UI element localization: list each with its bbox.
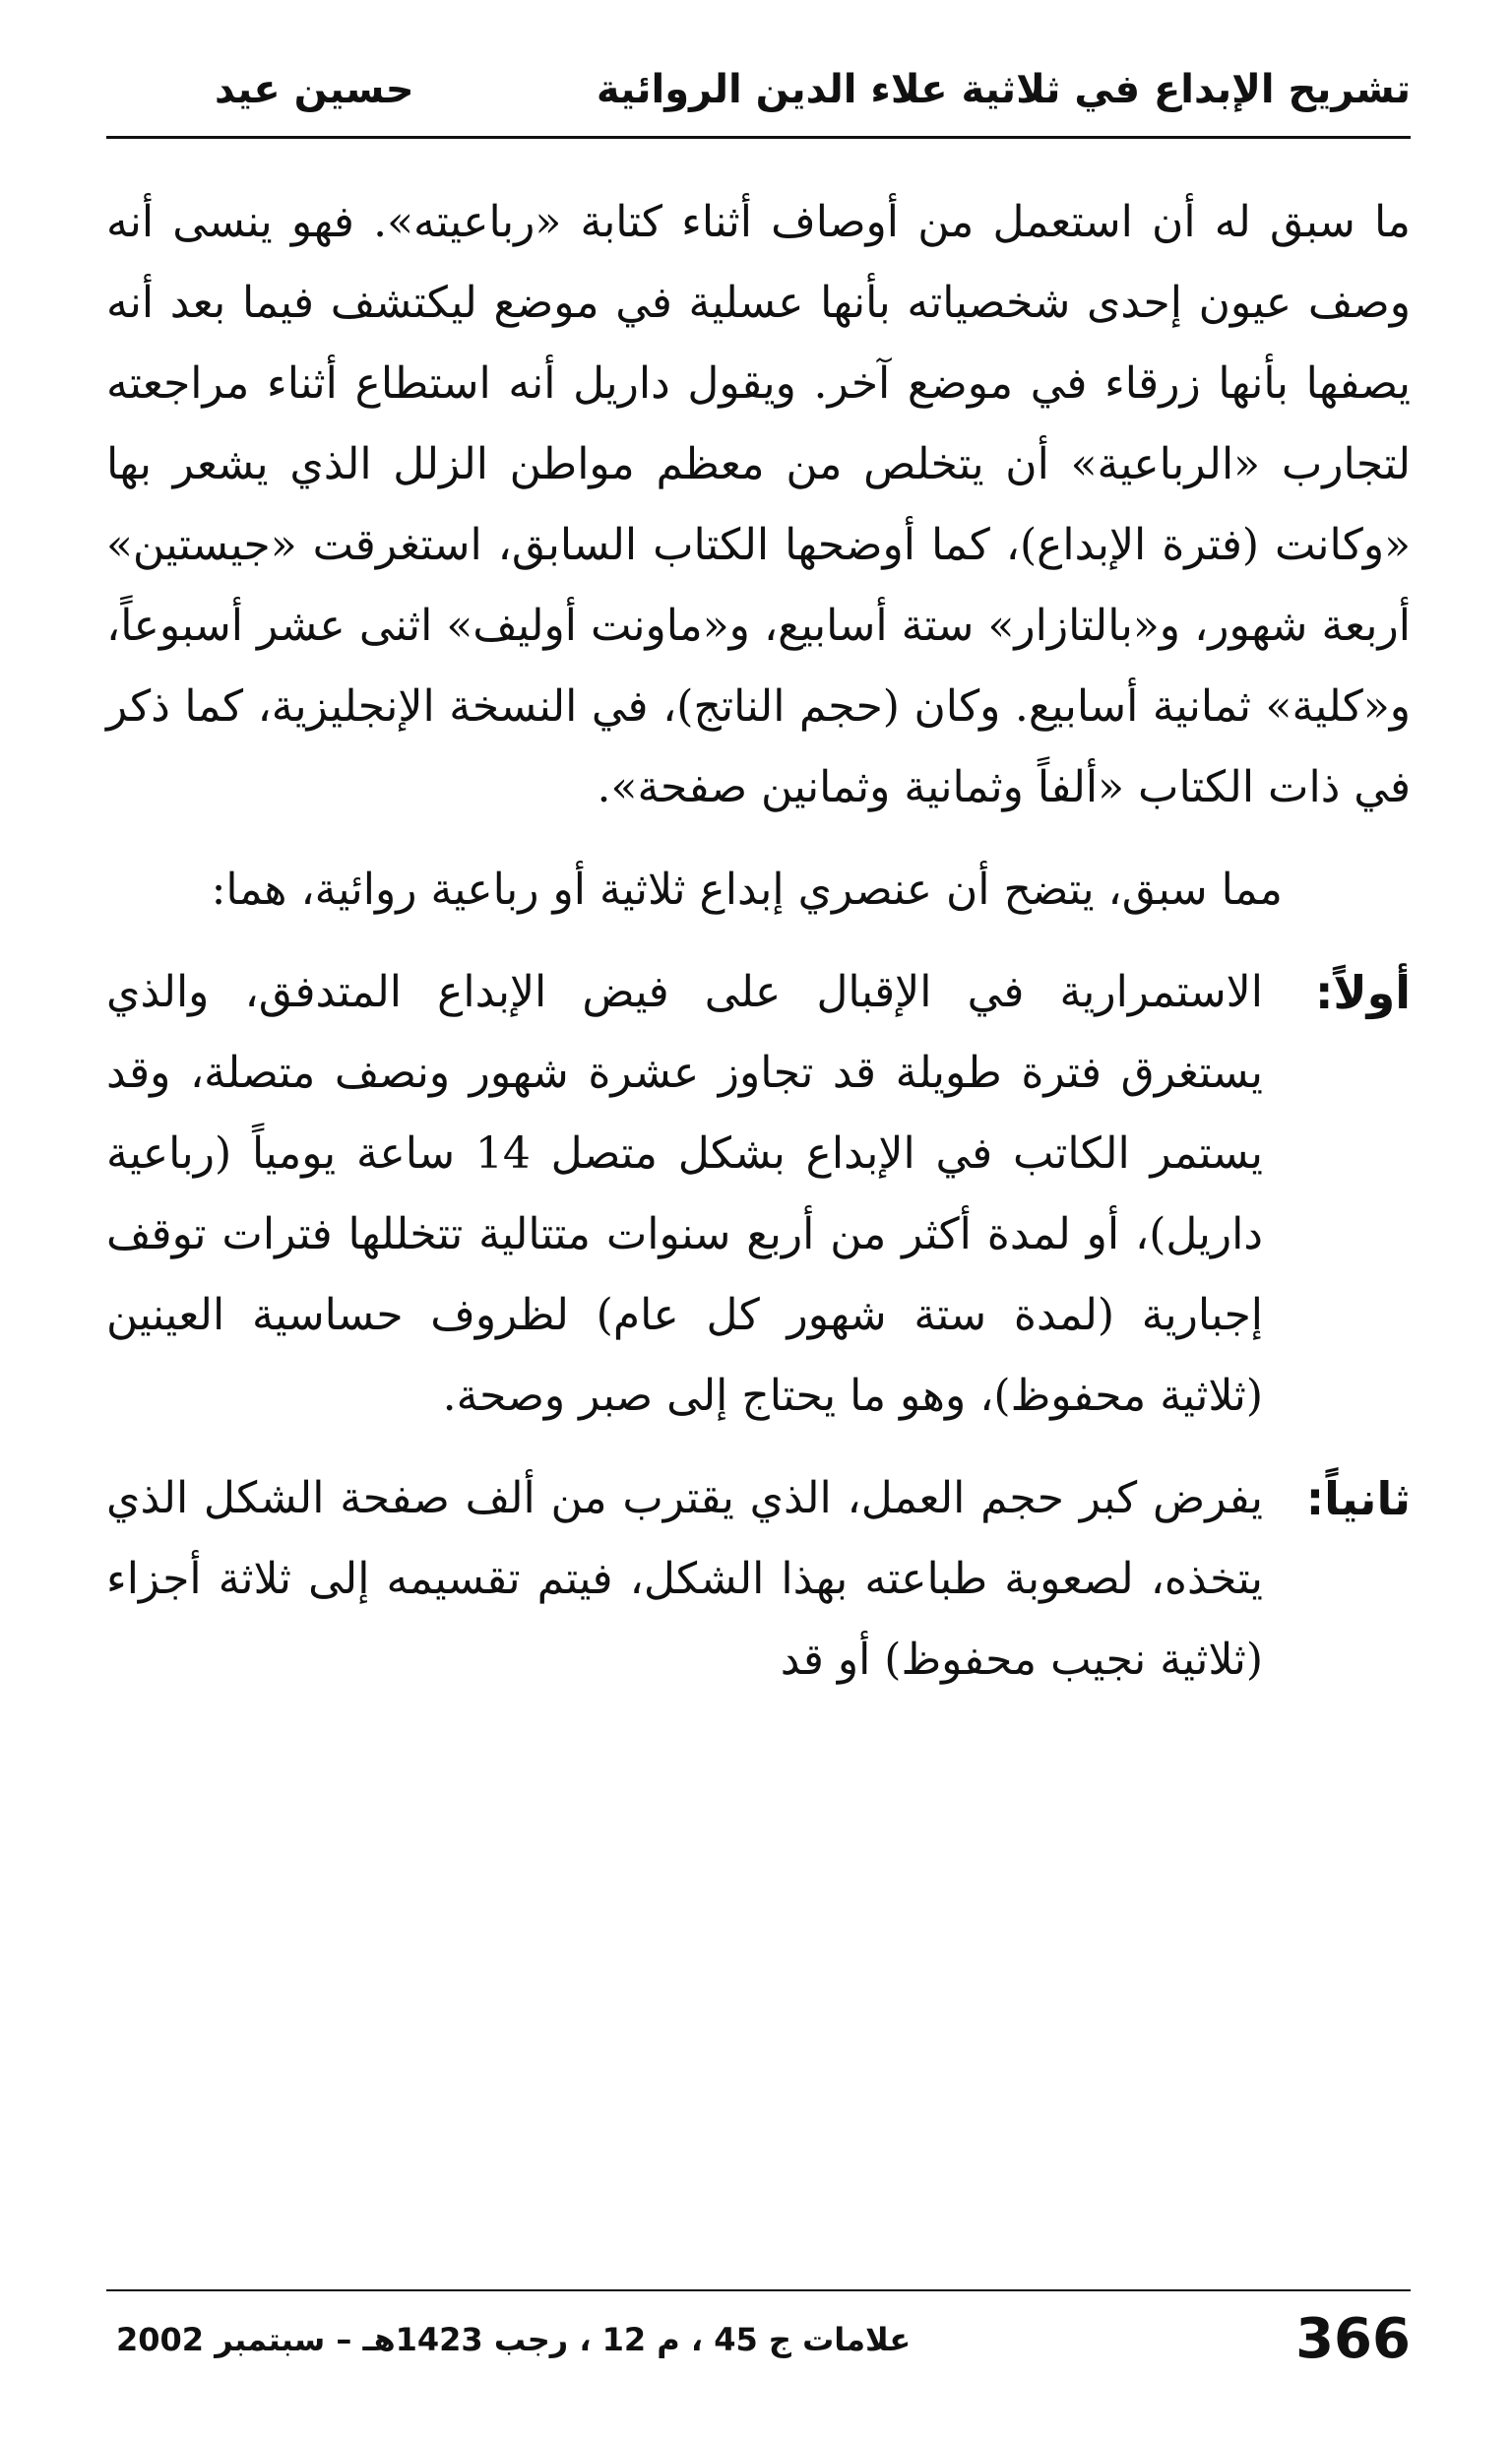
list-item-text: الاستمرارية في الإقبال على فيض الإبداع المتدفق، والذي يستغرق فترة طويلة قد تجاوز عشرة شهور ونصف متصلة، وقد يستمر الكاتب في الإبداع بشكل متصل 14 ساعة يومياً (رباعية داريل)، أو لمدة أكثر من أربع سنوات متتالية تتخللها فترات توقف إجبارية (لمدة ستة شهور كل عام) لظروف حساسية العينين (ثلاثية محفوظ)، وهو ما يحتاج إلى صبر وصحة. (106, 967, 1264, 1421)
book-title: تشريح الإبداع في ثلاثية علاء الدين الروائية (596, 67, 1411, 112)
footer-rule (106, 2289, 1411, 2291)
list-item-marker: ثانياً: (1305, 1472, 1411, 1525)
list-item (106, 952, 1411, 1437)
journal-info: علامات ج 45 ، م 12 ، رجب 1423هـ – سبتمبر 2002 (116, 2321, 912, 2358)
running-header (106, 61, 1411, 130)
page-number: 366 (1295, 2307, 1411, 2371)
running-footer (106, 2299, 1411, 2388)
paragraph: مما سبق، يتضح أن عنصري إبداع ثلاثية أو رباعية روائية، هما: (211, 865, 1283, 915)
body-text (106, 182, 1411, 1701)
list-item-text: يفرض كبر حجم العمل، الذي يقترب من ألف صفحة الشكل الذي يتخذه، لصعوبة طباعته بهذا الشكل، فيتم تقسيمه إلى ثلاثة أجزاء (ثلاثية نجيب محفوظ) أو قد (106, 1473, 1263, 1685)
header-rule (106, 136, 1411, 139)
list-item-marker: أولاً: (1314, 966, 1411, 1019)
author-name: حسين عيد (215, 67, 414, 112)
document-page (106, 0, 1411, 2442)
list-item (106, 1458, 1411, 1701)
paragraph: ما سبق له أن استعمل من أوصاف أثناء كتابة «رباعيته». فهو ينسى أنه وصف عيون إحدى شخصياته بأنها عسلية في موضع ليكتشف فيما بعد أنه يصفها بأنها زرقاء في موضع آخر. ويقول داريل أنه استطاع أثناء مراجعته لتجارب «الرباعية» أن يتخلص من معظم مواطن الزلل الذي يشعر بها «وكانت (فترة الإبداع)، كما أوضحها الكتاب السابق، استغرقت «جيستين» أربعة شهور، و«بالتازار» ستة أسابيع، و«ماونت أوليف» اثنى عشر أسبوعاً، و«كلية» ثمانية أسابيع. وكان (حجم الناتج)، في النسخة الإنجليزية، كما ذكر في ذات الكتاب «ألفاً وثمانية وثمانين صفحة». (106, 197, 1411, 812)
